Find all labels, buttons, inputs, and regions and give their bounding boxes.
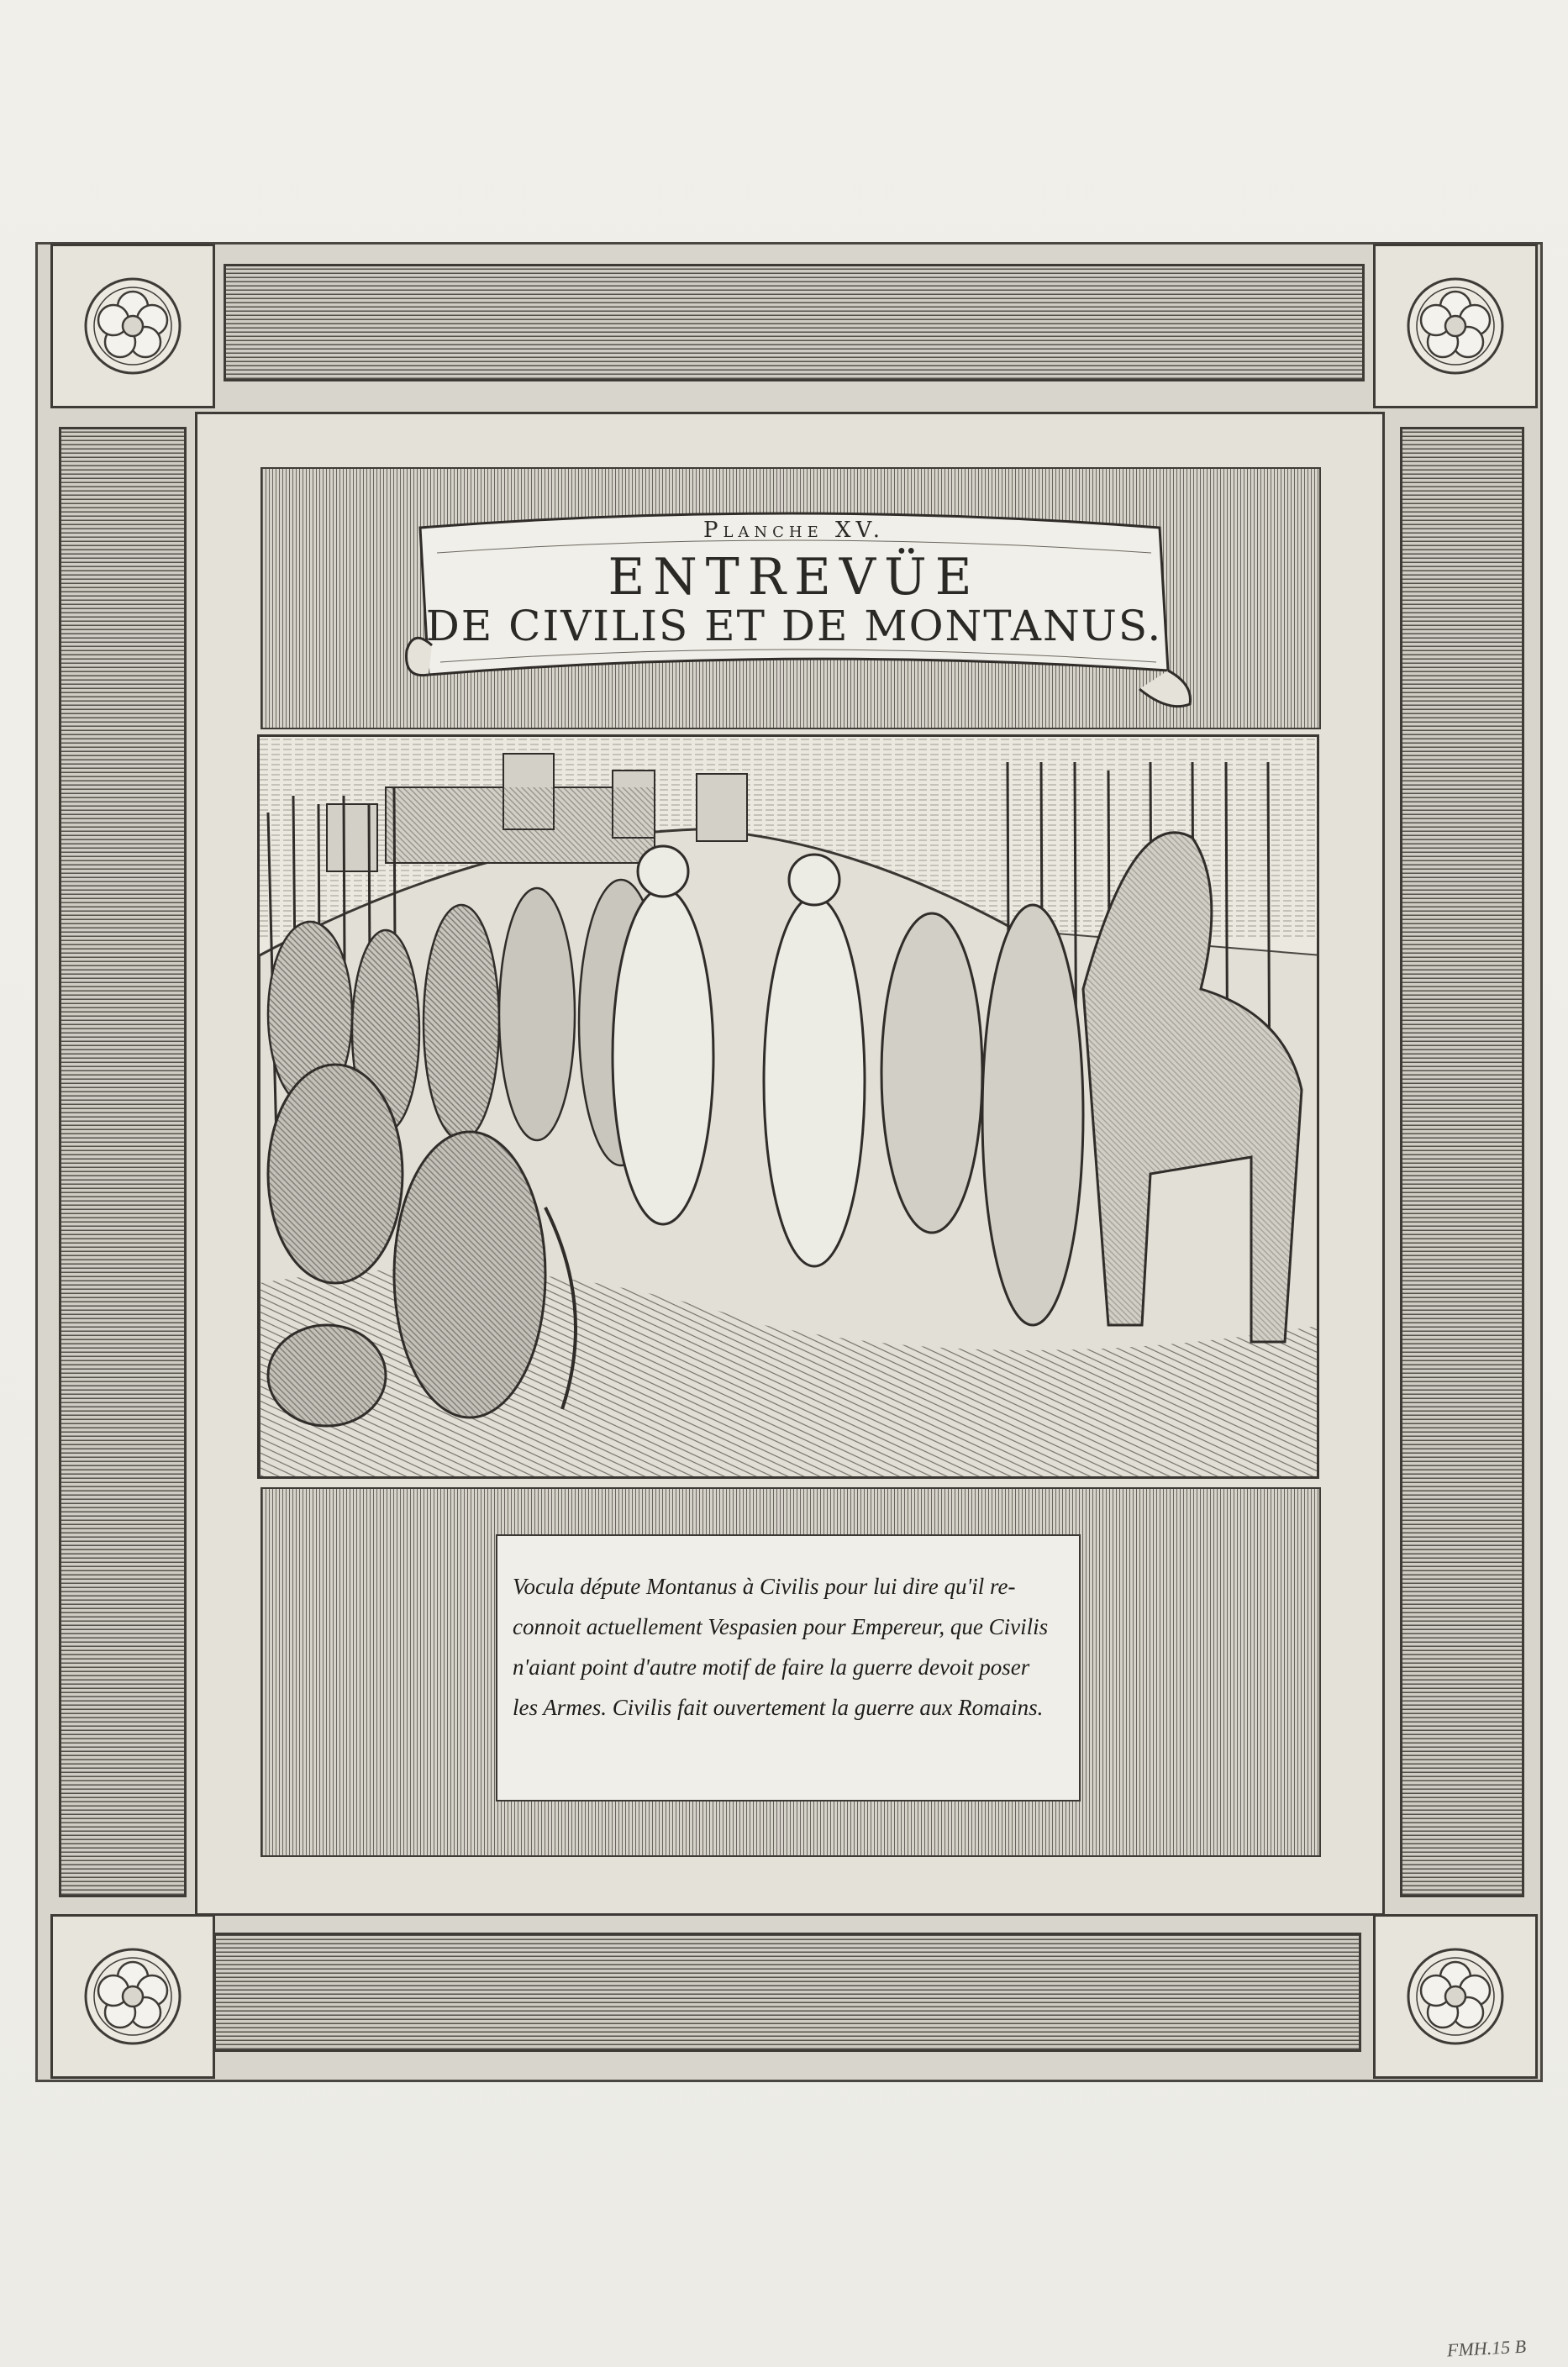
plate-title-line1: ENTREVÜE [608,548,981,607]
left-border-panel [59,427,187,1897]
corner-top-left [50,244,215,408]
rosette-icon [53,246,213,406]
rosette-icon [1376,246,1535,406]
caption-text [513,1566,1118,1728]
caption-line: n'aiant point d'autre motif de faire la guerre devoit poser [513,1654,1030,1680]
plate-label: Planche XV. [702,518,886,543]
inventory-note: FMH.15 B [1446,2335,1527,2361]
battle-meeting-illustration [260,737,1319,1479]
bottom-border-panel [213,1933,1361,2052]
rosette-icon [53,1917,213,2076]
caption-line: Vocula députe Montanus à Civilis pour lui dire qu'il re- [513,1574,1016,1599]
engraving-scene [257,734,1319,1479]
rosette-icon [1376,1917,1535,2076]
caption-line: les Armes. Civilis fait ouvertement la guerre aux Romains. [513,1695,1044,1720]
caption-line: connoit actuellement Vespasien pour Empereur, que Civilis [513,1614,1049,1639]
corner-top-right [1373,244,1538,408]
plate-title-line2: DE CIVILIS ET DE MONTANUS. [425,602,1163,650]
corner-bottom-left [50,1914,215,2079]
right-border-panel [1400,427,1524,1897]
top-border-panel [224,264,1365,381]
corner-bottom-right [1373,1914,1538,2079]
